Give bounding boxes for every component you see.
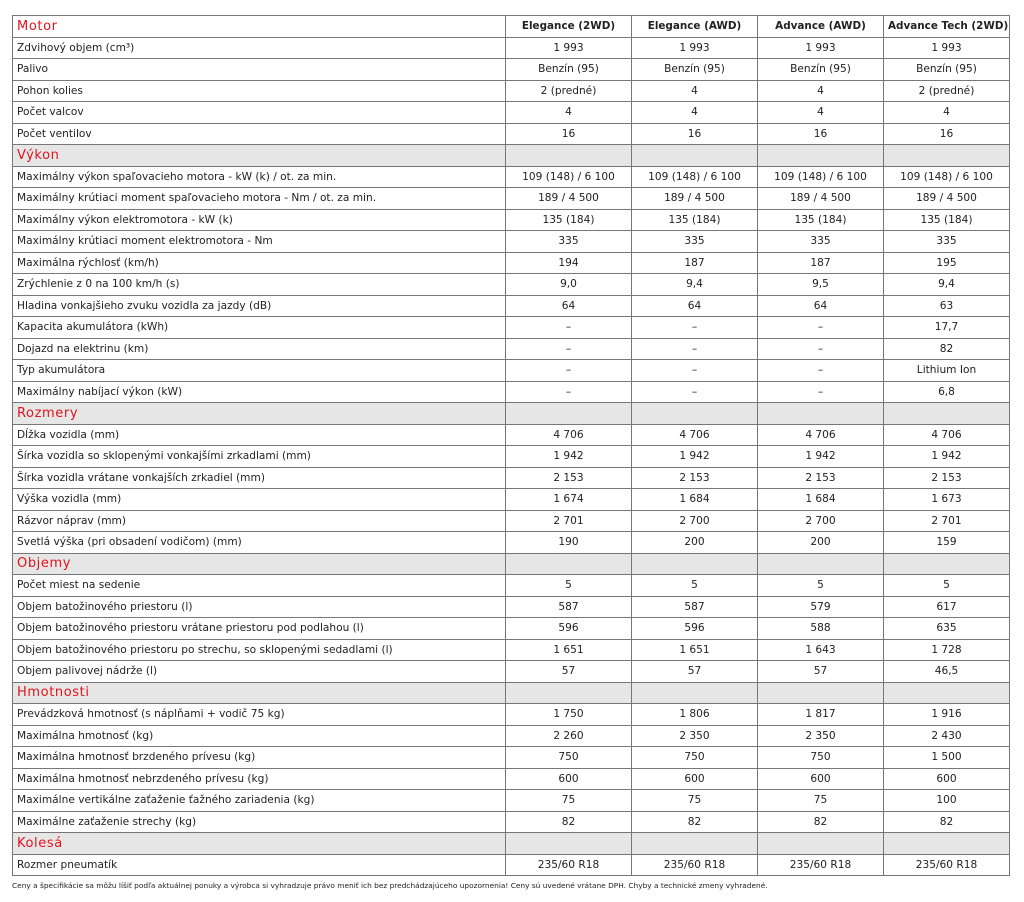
value-cell: 1 942 [884, 446, 1010, 468]
value-cell: 187 [632, 252, 758, 274]
column-header: Advance Tech (2WD) [884, 16, 1010, 38]
value-cell: – [506, 338, 632, 360]
value-cell: 5 [632, 575, 758, 597]
section-spacer-cell [506, 682, 632, 704]
value-cell: 195 [884, 252, 1010, 274]
row-label: Objem palivovej nádrže (l) [13, 661, 506, 683]
value-cell: 4 [506, 102, 632, 124]
section-header-row [13, 682, 1010, 704]
table-row [13, 467, 1010, 489]
value-cell: 1 673 [884, 489, 1010, 511]
value-cell: 194 [506, 252, 632, 274]
table-row [13, 532, 1010, 554]
section-header-row [13, 16, 1010, 38]
value-cell: Lithium Ion [884, 360, 1010, 382]
value-cell: 1 942 [758, 446, 884, 468]
value-cell: 189 / 4 500 [758, 188, 884, 210]
value-cell: 75 [632, 790, 758, 812]
value-cell: 16 [758, 123, 884, 145]
table-row [13, 188, 1010, 210]
value-cell: 2 350 [632, 725, 758, 747]
value-cell: 4 [758, 102, 884, 124]
value-cell: 235/60 R18 [632, 854, 758, 876]
section-title: Motor [13, 16, 506, 38]
value-cell: 64 [758, 295, 884, 317]
value-cell: 200 [632, 532, 758, 554]
section-spacer-cell [632, 682, 758, 704]
spec-table [12, 15, 1010, 876]
value-cell: 2 700 [632, 510, 758, 532]
value-cell: 235/60 R18 [884, 854, 1010, 876]
value-cell: 187 [758, 252, 884, 274]
value-cell: 587 [506, 596, 632, 618]
value-cell: 4 [632, 80, 758, 102]
value-cell: 63 [884, 295, 1010, 317]
section-title: Kolesá [13, 833, 506, 855]
row-label: Maximálne zaťaženie strechy (kg) [13, 811, 506, 833]
row-label: Maximálne vertikálne zaťaženie ťažného zariadenia (kg) [13, 790, 506, 812]
value-cell: 46,5 [884, 661, 1010, 683]
value-cell: 5 [506, 575, 632, 597]
value-cell: 596 [632, 618, 758, 640]
value-cell: 75 [506, 790, 632, 812]
value-cell: – [758, 381, 884, 403]
section-header-row [13, 403, 1010, 425]
row-label: Počet ventilov [13, 123, 506, 145]
value-cell: 2 430 [884, 725, 1010, 747]
table-row [13, 489, 1010, 511]
value-cell: 159 [884, 532, 1010, 554]
value-cell: Benzín (95) [506, 59, 632, 81]
value-cell: – [506, 381, 632, 403]
section-spacer-cell [758, 553, 884, 575]
table-row [13, 811, 1010, 833]
value-cell: 2 260 [506, 725, 632, 747]
value-cell: 750 [758, 747, 884, 769]
section-spacer-cell [884, 145, 1010, 167]
value-cell: – [632, 317, 758, 339]
value-cell: 9,0 [506, 274, 632, 296]
table-row [13, 446, 1010, 468]
value-cell: – [758, 338, 884, 360]
row-label: Zrýchlenie z 0 na 100 km/h (s) [13, 274, 506, 296]
value-cell: 190 [506, 532, 632, 554]
table-row [13, 661, 1010, 683]
value-cell: 9,4 [632, 274, 758, 296]
table-row [13, 790, 1010, 812]
value-cell: 135 (184) [758, 209, 884, 231]
value-cell: 17,7 [884, 317, 1010, 339]
value-cell: 2 701 [506, 510, 632, 532]
table-row [13, 274, 1010, 296]
row-label: Dĺžka vozidla (mm) [13, 424, 506, 446]
value-cell: 4 [758, 80, 884, 102]
row-label: Maximálna rýchlosť (km/h) [13, 252, 506, 274]
value-cell: 600 [758, 768, 884, 790]
value-cell: 1 993 [884, 37, 1010, 59]
section-spacer-cell [632, 145, 758, 167]
value-cell: – [632, 360, 758, 382]
value-cell: 1 817 [758, 704, 884, 726]
value-cell: 135 (184) [506, 209, 632, 231]
value-cell: Benzín (95) [632, 59, 758, 81]
table-row [13, 209, 1010, 231]
value-cell: 750 [632, 747, 758, 769]
section-spacer-cell [506, 833, 632, 855]
table-row [13, 424, 1010, 446]
value-cell: – [758, 360, 884, 382]
value-cell: 82 [506, 811, 632, 833]
value-cell: 82 [884, 811, 1010, 833]
row-label: Šírka vozidla vrátane vonkajších zrkadiel (mm) [13, 467, 506, 489]
value-cell: 5 [758, 575, 884, 597]
value-cell: 4 [632, 102, 758, 124]
table-row [13, 37, 1010, 59]
section-title: Výkon [13, 145, 506, 167]
table-row [13, 704, 1010, 726]
value-cell: 75 [758, 790, 884, 812]
row-label: Maximálny výkon spaľovacieho motora - kW (k) / ot. za min. [13, 166, 506, 188]
section-header-row [13, 833, 1010, 855]
section-spacer-cell [632, 553, 758, 575]
row-label: Rozmer pneumatík [13, 854, 506, 876]
value-cell: 82 [758, 811, 884, 833]
section-title: Objemy [13, 553, 506, 575]
value-cell: 109 (148) / 6 100 [632, 166, 758, 188]
row-label: Maximálna hmotnosť nebrzdeného prívesu (kg) [13, 768, 506, 790]
table-row [13, 102, 1010, 124]
value-cell: 4 706 [758, 424, 884, 446]
value-cell: 64 [632, 295, 758, 317]
row-label: Objem batožinového priestoru (l) [13, 596, 506, 618]
table-row [13, 596, 1010, 618]
table-row [13, 80, 1010, 102]
value-cell: 588 [758, 618, 884, 640]
table-row [13, 510, 1010, 532]
value-cell: 109 (148) / 6 100 [884, 166, 1010, 188]
value-cell: 16 [506, 123, 632, 145]
value-cell: – [506, 360, 632, 382]
value-cell: 600 [632, 768, 758, 790]
value-cell: 109 (148) / 6 100 [758, 166, 884, 188]
value-cell: 1 651 [506, 639, 632, 661]
table-row [13, 768, 1010, 790]
value-cell: 335 [758, 231, 884, 253]
section-spacer-cell [758, 833, 884, 855]
table-row [13, 123, 1010, 145]
row-label: Výška vozidla (mm) [13, 489, 506, 511]
value-cell: 82 [632, 811, 758, 833]
row-label: Počet miest na sedenie [13, 575, 506, 597]
section-spacer-cell [884, 403, 1010, 425]
row-label: Maximálny krútiaci moment elektromotora - Nm [13, 231, 506, 253]
value-cell: 2 153 [758, 467, 884, 489]
value-cell: – [632, 381, 758, 403]
table-row [13, 618, 1010, 640]
value-cell: 16 [632, 123, 758, 145]
section-spacer-cell [506, 553, 632, 575]
table-row [13, 639, 1010, 661]
value-cell: 1 750 [506, 704, 632, 726]
value-cell: 2 153 [506, 467, 632, 489]
section-spacer-cell [884, 682, 1010, 704]
row-label: Zdvihový objem (cm³) [13, 37, 506, 59]
value-cell: 1 500 [884, 747, 1010, 769]
section-header-row [13, 553, 1010, 575]
value-cell: 750 [506, 747, 632, 769]
value-cell: Benzín (95) [884, 59, 1010, 81]
table-row [13, 360, 1010, 382]
value-cell: 1 728 [884, 639, 1010, 661]
table-row [13, 854, 1010, 876]
row-label: Prevádzková hmotnosť (s náplňami + vodič 75 kg) [13, 704, 506, 726]
value-cell: 2 701 [884, 510, 1010, 532]
column-header: Advance (AWD) [758, 16, 884, 38]
value-cell: 109 (148) / 6 100 [506, 166, 632, 188]
value-cell: 9,5 [758, 274, 884, 296]
section-title: Hmotnosti [13, 682, 506, 704]
table-row [13, 575, 1010, 597]
table-row [13, 317, 1010, 339]
value-cell: 235/60 R18 [758, 854, 884, 876]
value-cell: 9,4 [884, 274, 1010, 296]
value-cell: 57 [758, 661, 884, 683]
value-cell: 587 [632, 596, 758, 618]
value-cell: 335 [506, 231, 632, 253]
section-spacer-cell [506, 145, 632, 167]
value-cell: 4 [884, 102, 1010, 124]
value-cell: 1 674 [506, 489, 632, 511]
value-cell: 2 153 [884, 467, 1010, 489]
value-cell: 1 993 [632, 37, 758, 59]
value-cell: Benzín (95) [758, 59, 884, 81]
footnote: Ceny a špecifikácie sa môžu líšiť podľa aktuálnej ponuky a výrobca si vyhradzuje právo meniť ich bez predchádzajúceho upozornenia! Ceny sú uvedené vrátane DPH. Chyby a technické zmeny vyhradené. [12, 881, 768, 890]
value-cell: 4 706 [632, 424, 758, 446]
value-cell: 200 [758, 532, 884, 554]
section-spacer-cell [632, 833, 758, 855]
value-cell: 617 [884, 596, 1010, 618]
value-cell: 335 [884, 231, 1010, 253]
table-row [13, 59, 1010, 81]
value-cell: 4 706 [884, 424, 1010, 446]
row-label: Pohon kolies [13, 80, 506, 102]
value-cell: – [758, 317, 884, 339]
value-cell: 2 (predné) [884, 80, 1010, 102]
spec-table-body [13, 16, 1010, 876]
row-label: Typ akumulátora [13, 360, 506, 382]
section-spacer-cell [758, 145, 884, 167]
value-cell: 2 350 [758, 725, 884, 747]
table-row [13, 231, 1010, 253]
row-label: Maximálny výkon elektromotora - kW (k) [13, 209, 506, 231]
row-label: Rázvor náprav (mm) [13, 510, 506, 532]
value-cell: 1 684 [632, 489, 758, 511]
row-label: Maximálna hmotnosť brzdeného prívesu (kg) [13, 747, 506, 769]
value-cell: 235/60 R18 [506, 854, 632, 876]
value-cell: 635 [884, 618, 1010, 640]
value-cell: 57 [506, 661, 632, 683]
row-label: Dojazd na elektrinu (km) [13, 338, 506, 360]
value-cell: 82 [884, 338, 1010, 360]
row-label: Objem batožinového priestoru vrátane priestoru pod podlahou (l) [13, 618, 506, 640]
value-cell: 135 (184) [884, 209, 1010, 231]
section-spacer-cell [884, 553, 1010, 575]
section-spacer-cell [758, 403, 884, 425]
value-cell: 1 916 [884, 704, 1010, 726]
table-row [13, 295, 1010, 317]
value-cell: 1 643 [758, 639, 884, 661]
value-cell: 600 [884, 768, 1010, 790]
table-row [13, 252, 1010, 274]
table-row [13, 725, 1010, 747]
value-cell: 6,8 [884, 381, 1010, 403]
value-cell: – [632, 338, 758, 360]
column-header: Elegance (2WD) [506, 16, 632, 38]
section-spacer-cell [506, 403, 632, 425]
row-label: Svetlá výška (pri obsadení vodičom) (mm) [13, 532, 506, 554]
value-cell: 579 [758, 596, 884, 618]
value-cell: 1 993 [506, 37, 632, 59]
value-cell: 189 / 4 500 [884, 188, 1010, 210]
row-label: Hladina vonkajšieho zvuku vozidla za jazdy (dB) [13, 295, 506, 317]
value-cell: 1 684 [758, 489, 884, 511]
row-label: Maximálny nabíjací výkon (kW) [13, 381, 506, 403]
section-spacer-cell [884, 833, 1010, 855]
value-cell: 1 942 [632, 446, 758, 468]
row-label: Objem batožinového priestoru po strechu, so sklopenými sedadlami (l) [13, 639, 506, 661]
value-cell: – [506, 317, 632, 339]
value-cell: 135 (184) [632, 209, 758, 231]
section-title: Rozmery [13, 403, 506, 425]
table-row [13, 747, 1010, 769]
value-cell: 2 700 [758, 510, 884, 532]
value-cell: 5 [884, 575, 1010, 597]
value-cell: 600 [506, 768, 632, 790]
value-cell: 4 706 [506, 424, 632, 446]
row-label: Maximálna hmotnosť (kg) [13, 725, 506, 747]
row-label: Počet valcov [13, 102, 506, 124]
value-cell: 100 [884, 790, 1010, 812]
table-row [13, 166, 1010, 188]
value-cell: 596 [506, 618, 632, 640]
section-spacer-cell [758, 682, 884, 704]
column-header: Elegance (AWD) [632, 16, 758, 38]
row-label: Šírka vozidla so sklopenými vonkajšími zrkadlami (mm) [13, 446, 506, 468]
table-row [13, 381, 1010, 403]
value-cell: 1 993 [758, 37, 884, 59]
row-label: Palivo [13, 59, 506, 81]
value-cell: 64 [506, 295, 632, 317]
row-label: Maximálny krútiaci moment spaľovacieho motora - Nm / ot. za min. [13, 188, 506, 210]
spec-table-container [12, 15, 1010, 876]
value-cell: 1 806 [632, 704, 758, 726]
value-cell: 1 651 [632, 639, 758, 661]
value-cell: 2 (predné) [506, 80, 632, 102]
row-label: Kapacita akumulátora (kWh) [13, 317, 506, 339]
value-cell: 2 153 [632, 467, 758, 489]
table-row [13, 338, 1010, 360]
value-cell: 189 / 4 500 [632, 188, 758, 210]
value-cell: 57 [632, 661, 758, 683]
value-cell: 1 942 [506, 446, 632, 468]
value-cell: 335 [632, 231, 758, 253]
section-spacer-cell [632, 403, 758, 425]
value-cell: 16 [884, 123, 1010, 145]
value-cell: 189 / 4 500 [506, 188, 632, 210]
section-header-row [13, 145, 1010, 167]
